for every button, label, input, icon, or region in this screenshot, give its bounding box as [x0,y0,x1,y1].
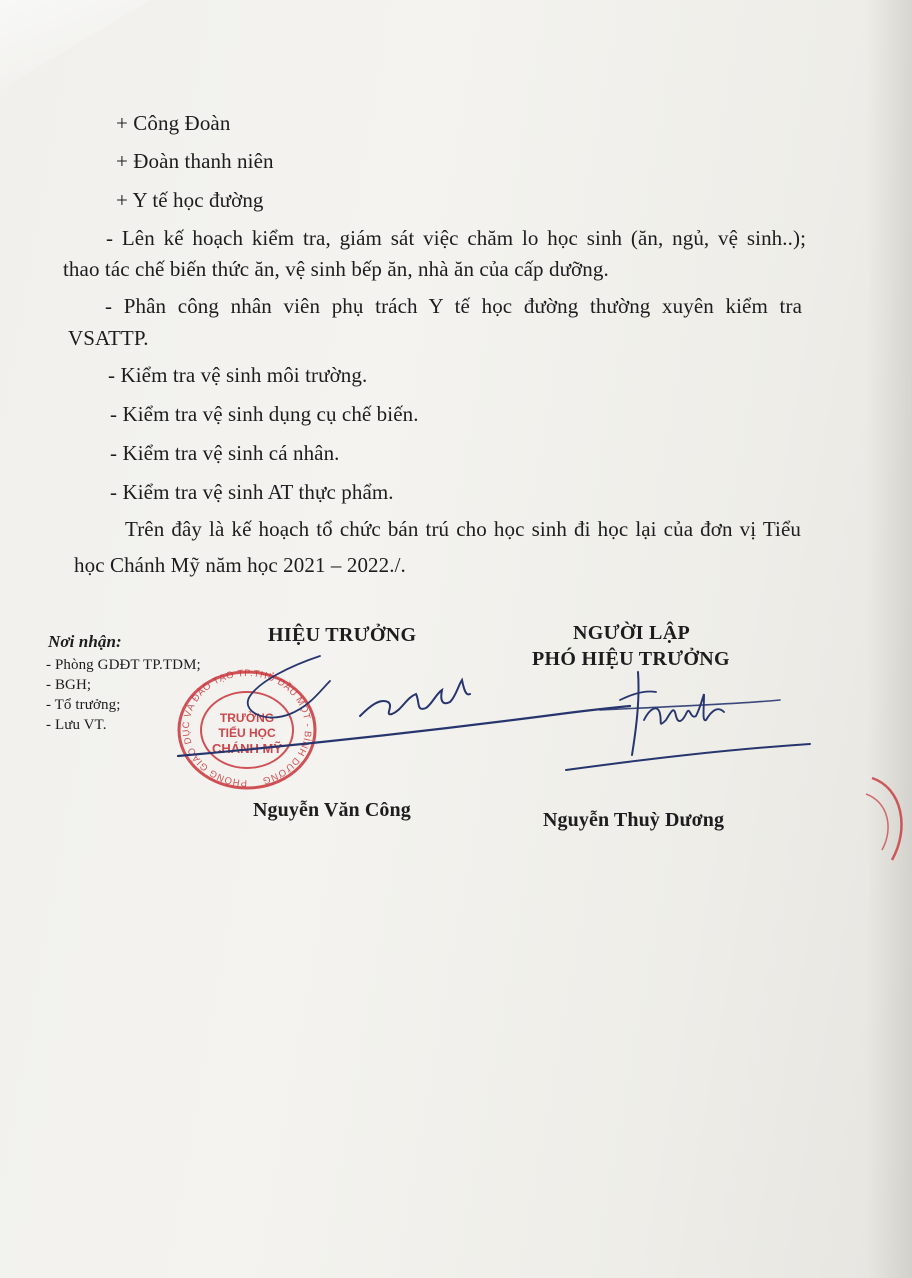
task-1-line-1: - Lên kế hoạch kiểm tra, giám sát việc chăm lo học sinh (ăn, ngủ, vệ sinh..); [106,226,806,250]
task-1-line-2: thao tác chế biến thức ăn, vệ sinh bếp ăn, nhà ăn của cấp dưỡng. [63,257,609,281]
recipient-phong-gddt: - Phòng GDĐT TP.TDM; [46,657,201,673]
closing-line-1: Trên đây là kế hoạch tổ chức bán trú cho học sinh đi học lại của đơn vị Tiểu [125,517,801,541]
seal-center-line-1: TRƯỜNG [219,711,275,725]
preparer-name: Nguyễn Thuỳ Dương [543,809,725,831]
recipient-bgh: - BGH; [46,677,92,693]
check-environment: - Kiểm tra vệ sinh môi trường. [108,363,368,387]
page-edge-shadow [866,0,912,1278]
seal-ring-text: PHÒNG GIÁO DỤC VÀ ĐÀO TẠO TP.THỦ DẦU MỘT - BÌNH DƯƠNG [180,668,314,789]
edge-stamp-fragment [862,768,912,868]
check-food-safety: - Kiểm tra vệ sinh AT thực phẩm. [110,480,394,504]
seal-center-line-3: CHÁNH MỸ [211,741,283,756]
principal-name: Nguyễn Văn Công [253,799,411,821]
closing-line-2: học Chánh Mỹ năm học 2021 – 2022./. [74,553,406,577]
preparer-title-line-1: NGƯỜI LẬP [573,622,690,644]
check-utensils: - Kiểm tra vệ sinh dụng cụ chế biến. [110,402,419,426]
check-personal: - Kiểm tra vệ sinh cá nhân. [110,441,340,465]
principal-title: HIỆU TRƯỞNG [268,624,417,646]
preparer-title-line-2: PHÓ HIỆU TRƯỞNG [532,648,730,670]
recipient-luu-vt: - Lưu VT. [46,717,107,733]
page-fold-corner [0,0,150,90]
seal-center-line-2: TIỂU HỌC [218,726,276,740]
recipients-title: Nơi nhận: [48,632,122,651]
task-2-line-1: - Phân công nhân viên phụ trách Y tế học đường thường xuyên kiểm tra [105,294,802,318]
member-cong-doan: + Công Đoàn [116,111,231,135]
preparer-signature [540,660,840,780]
member-y-te-hoc-duong: + Y tế học đường [116,188,264,212]
member-doan-thanh-nien: + Đoàn thanh niên [116,149,274,173]
task-2-line-2: VSATTP. [68,326,149,350]
recipient-to-truong: - Tổ trưởng; [46,697,121,713]
